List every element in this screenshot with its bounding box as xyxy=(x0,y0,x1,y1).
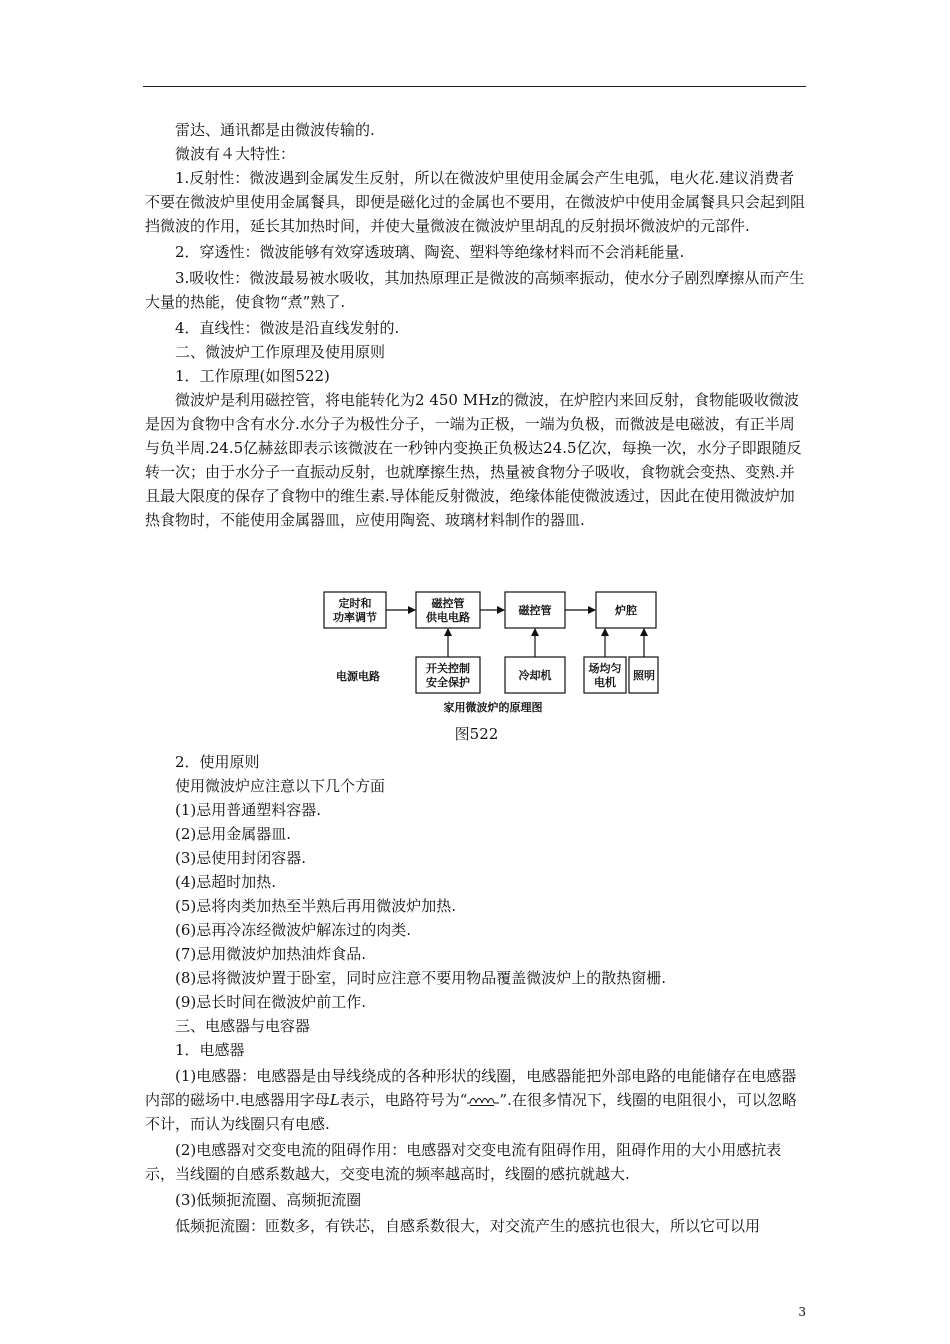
paragraph: 雷达、通讯都是由微波传输的. xyxy=(175,121,375,139)
paragraph: 低频扼流圈：匝数多，有铁芯，自感系数很大，对交流产生的感抗也很大，所以它可以用 xyxy=(175,1217,761,1235)
paragraph: 使用微波炉应注意以下几个方面 xyxy=(175,777,386,795)
label-supply-2: 供电电路 xyxy=(426,611,470,624)
list-item: (5)忌将肉类加热至半熟后再用微波炉加热. xyxy=(175,897,457,915)
subsection-heading: 1．工作原理(如图522) xyxy=(175,367,330,385)
paragraph: (2)电感器对交变电流的阻碍作用：电感器对交变电流有阻碍作用，阻碍作用的大小用感抗表示，当线圈的自感系数越大，交变电流的频率越高时，线圈的感抗就越大. xyxy=(145,1141,782,1183)
diagram-title: 家用微波炉的原理图 xyxy=(443,701,543,714)
label-timer-1: 定时和 xyxy=(338,597,372,610)
list-item: (1)忌用普通塑料容器. xyxy=(175,801,322,819)
label-magnetron: 磁控管 xyxy=(518,604,552,617)
label-supply-1: 磁控管 xyxy=(431,597,465,610)
list-item: (4)忌超时加热. xyxy=(175,873,277,891)
inductor-letter: L xyxy=(329,1091,340,1109)
section-heading: 三、电感器与电容器 xyxy=(175,1017,311,1035)
inductor-text-a: (1)电感器：电感器是由导线绕成的各种形状的线圈，电感器能把外部电路的电能储存在电感器内部的磁场中.电感器用字母 xyxy=(145,1067,797,1109)
paragraph: 微波有４大特性： xyxy=(175,145,296,163)
paragraph xyxy=(145,1064,808,1136)
paragraph: 1.反射性：微波遇到金属发生反射，所以在微波炉里使用金属会产生电弧，电火花.建议消费者不要在微波炉里使用金属餐具，即便是磁化过的金属也不要用，在微波炉中使用金属餐具只会起到阻挡微波的作用，延长其加热时间，并使大量微波在微波炉里胡乱的反射损坏微波炉的元部件. xyxy=(145,169,806,235)
list-item: (7)忌用微波炉加热油炸食品. xyxy=(175,945,367,963)
body-text-bottom xyxy=(145,750,808,1238)
figure-caption: 图522 xyxy=(454,725,499,743)
list-item: (9)忌长时间在微波炉前工作. xyxy=(175,993,367,1011)
label-cavity: 炉腔 xyxy=(615,604,637,617)
header-rule xyxy=(143,86,806,87)
paragraph: (3)低频扼流圈、高频扼流圈 xyxy=(175,1191,362,1209)
label-switch-2: 安全保护 xyxy=(426,676,470,689)
section-heading: 二、微波炉工作原理及使用原则 xyxy=(175,343,386,361)
label-stirrer-1: 场均匀 xyxy=(588,662,622,675)
list-item: (8)忌将微波炉置于卧室，同时应注意不要用物品覆盖微波炉上的散热窗栅. xyxy=(175,969,667,987)
label-switch-1: 开关控制 xyxy=(426,662,470,675)
page-number: 3 xyxy=(798,1305,806,1319)
label-cooling: 冷却机 xyxy=(518,669,552,682)
label-stirrer-2: 电机 xyxy=(594,676,616,689)
inductor-text-c: ”.在很多情况下，线圈的电阻很小，可以忽略不计，而认为线圈只有电感. xyxy=(145,1091,797,1133)
inductor-text-b: 表示，电路符号为“ xyxy=(339,1091,468,1109)
subsection-heading: 2．使用原则 xyxy=(175,753,260,771)
paragraph: 4．直线性：微波是沿直线发射的. xyxy=(175,319,400,337)
microwave-principle-diagram xyxy=(318,584,668,718)
list-item: (6)忌再冷冻经微波炉解冻过的肉类. xyxy=(175,921,412,939)
subsection-heading: 1．电感器 xyxy=(175,1041,245,1059)
list-item: (2)忌用金属器皿. xyxy=(175,825,292,843)
inductor-symbol-icon xyxy=(467,1096,499,1106)
list-item: (3)忌使用封闭容器. xyxy=(175,849,307,867)
label-power-circuit: 电源电路 xyxy=(336,670,380,683)
paragraph: 3.吸收性：微波最易被水吸收，其加热原理正是微波的高频率振动，使水分子剧烈摩擦从而产生大量的热能，使食物“煮”熟了. xyxy=(145,269,805,311)
body-text-top xyxy=(145,118,808,532)
label-timer-2: 功率调节 xyxy=(333,611,377,624)
paragraph: 2．穿透性：微波能够有效穿透玻璃、陶瓷、塑料等绝缘材料而不会消耗能量. xyxy=(175,243,685,261)
label-light: 照明 xyxy=(633,669,655,682)
paragraph: 微波炉是利用磁控管，将电能转化为2 450 MHz的微波，在炉腔内来回反射，食物能吸收微波是因为食物中含有水分.水分子为极性分子，一端为正极，一端为负极，而微波是电磁波，有正半周与负半周.24.5亿赫兹即表示该微波在一秒钟内变换正负极达24.5亿次，每换一次，水分子即跟随反转一次；由于水分子一直振动反射，也就摩擦生热，热量被食物分子吸收，食物就会变热、变熟.并且最大限度的保存了食物中的维生素.导体能反射微波，绝缘体能使微波透过，因此在使用微波炉加热食物时，不能使用金属器皿，应使用陶瓷、玻璃材料制作的器皿. xyxy=(145,391,802,529)
